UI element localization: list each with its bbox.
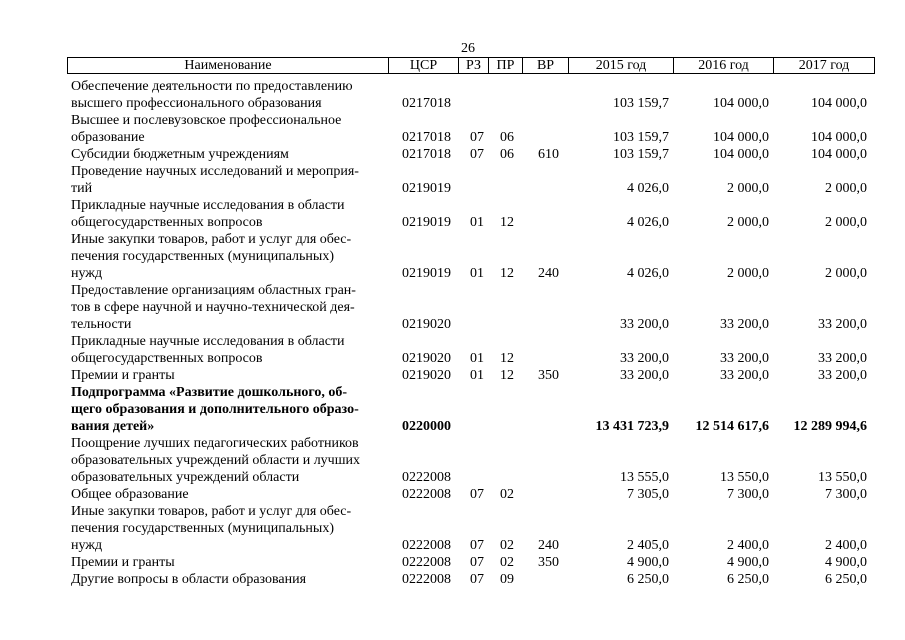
cell-csr: 0217018 <box>402 147 451 162</box>
cell-csr: 0219020 <box>402 368 451 383</box>
cell-y2017: 104 000,0 <box>811 130 867 145</box>
table-row <box>0 333 905 367</box>
table-row <box>0 384 905 435</box>
cell-csr: 0219019 <box>402 181 451 196</box>
cell-rz: 01 <box>470 215 484 230</box>
cell-name: Поощрение лучших педагогических работников образовательных учреждений области и лучших образовательных учреждений области <box>71 436 360 485</box>
cell-csr: 0217018 <box>402 130 451 145</box>
cell-rz: 07 <box>470 572 484 587</box>
cell-y2015: 33 200,0 <box>620 317 669 332</box>
cell-vr: 240 <box>538 266 559 281</box>
cell-y2017: 6 250,0 <box>825 572 867 587</box>
table-row <box>0 112 905 146</box>
cell-y2016: 2 000,0 <box>727 266 769 281</box>
cell-name: Предоставление организациям областных гран- тов в сфере научной и научно-технической дея- тельности <box>71 283 356 332</box>
cell-pr: 12 <box>500 266 514 281</box>
table-row <box>0 554 905 571</box>
cell-pr: 06 <box>500 147 514 162</box>
cell-pr: 02 <box>500 538 514 553</box>
cell-y2017: 4 900,0 <box>825 555 867 570</box>
cell-y2016: 7 300,0 <box>727 487 769 502</box>
cell-csr: 0222008 <box>402 470 451 485</box>
cell-y2016: 33 200,0 <box>720 317 769 332</box>
cell-csr: 0222008 <box>402 572 451 587</box>
cell-y2017: 104 000,0 <box>811 147 867 162</box>
cell-y2017: 104 000,0 <box>811 96 867 111</box>
cell-rz: 07 <box>470 130 484 145</box>
table-row <box>0 503 905 554</box>
cell-rz: 01 <box>470 266 484 281</box>
cell-y2015: 7 305,0 <box>627 487 669 502</box>
header-pr: ПР <box>488 57 523 74</box>
cell-rz: 07 <box>470 538 484 553</box>
cell-pr: 12 <box>500 215 514 230</box>
cell-csr: 0219019 <box>402 215 451 230</box>
cell-y2016: 2 000,0 <box>727 181 769 196</box>
cell-y2015: 103 159,7 <box>613 147 669 162</box>
table-row <box>0 282 905 333</box>
cell-y2016: 2 400,0 <box>727 538 769 553</box>
table-row <box>0 367 905 384</box>
cell-y2017: 13 550,0 <box>818 470 867 485</box>
table-row <box>0 163 905 197</box>
cell-pr: 02 <box>500 555 514 570</box>
header-vr: ВР <box>522 57 569 74</box>
cell-csr: 0222008 <box>402 538 451 553</box>
cell-y2016: 12 514 617,6 <box>695 419 769 434</box>
cell-rz: 07 <box>470 487 484 502</box>
cell-y2016: 104 000,0 <box>713 130 769 145</box>
cell-y2015: 4 026,0 <box>627 181 669 196</box>
cell-y2015: 4 900,0 <box>627 555 669 570</box>
table-row <box>0 78 905 112</box>
cell-y2015: 2 405,0 <box>627 538 669 553</box>
cell-y2016: 33 200,0 <box>720 351 769 366</box>
cell-y2017: 2 000,0 <box>825 181 867 196</box>
cell-rz: 07 <box>470 147 484 162</box>
cell-pr: 09 <box>500 572 514 587</box>
cell-name: Общее образование <box>71 487 189 502</box>
cell-csr: 0222008 <box>402 555 451 570</box>
cell-pr: 12 <box>500 368 514 383</box>
cell-y2016: 2 000,0 <box>727 215 769 230</box>
cell-name: Обеспечение деятельности по предоставлению высшего профессионального образования <box>71 79 353 111</box>
cell-y2017: 2 000,0 <box>825 215 867 230</box>
cell-vr: 610 <box>538 147 559 162</box>
cell-y2017: 2 400,0 <box>825 538 867 553</box>
cell-y2017: 7 300,0 <box>825 487 867 502</box>
cell-name: Иные закупки товаров, работ и услуг для обес- печения государственных (муниципальных) нужд <box>71 504 352 553</box>
cell-y2016: 13 550,0 <box>720 470 769 485</box>
cell-name: Прикладные научные исследования в области общегосударственных вопросов <box>71 334 345 366</box>
header-2016: 2016 год <box>673 57 774 74</box>
table-row <box>0 231 905 282</box>
table-row <box>0 571 905 588</box>
cell-pr: 02 <box>500 487 514 502</box>
cell-y2015: 4 026,0 <box>627 266 669 281</box>
header-2017: 2017 год <box>773 57 875 74</box>
header-rz: РЗ <box>458 57 489 74</box>
cell-y2017: 33 200,0 <box>818 351 867 366</box>
cell-name: Подпрограмма «Развитие дошкольного, об- щего образования и дополнительного образо- вания детей» <box>71 385 359 434</box>
cell-y2015: 6 250,0 <box>627 572 669 587</box>
header-2015: 2015 год <box>568 57 674 74</box>
cell-csr: 0222008 <box>402 487 451 502</box>
cell-y2015: 13 555,0 <box>620 470 669 485</box>
cell-y2015: 4 026,0 <box>627 215 669 230</box>
cell-y2015: 13 431 723,9 <box>595 419 669 434</box>
cell-name: Высшее и послевузовское профессиональное образование <box>71 113 342 145</box>
table-row <box>0 435 905 486</box>
cell-y2016: 104 000,0 <box>713 96 769 111</box>
cell-csr: 0219020 <box>402 351 451 366</box>
cell-y2017: 33 200,0 <box>818 317 867 332</box>
header-name: Наименование <box>67 57 389 74</box>
cell-y2017: 12 289 994,6 <box>793 419 867 434</box>
cell-csr: 0219019 <box>402 266 451 281</box>
cell-y2016: 104 000,0 <box>713 147 769 162</box>
cell-name: Проведение научных исследований и мероприя- тий <box>71 164 359 196</box>
cell-name: Субсидии бюджетным учреждениям <box>71 147 289 162</box>
cell-csr: 0219020 <box>402 317 451 332</box>
cell-vr: 240 <box>538 538 559 553</box>
cell-pr: 06 <box>500 130 514 145</box>
cell-name: Премии и гранты <box>71 368 175 383</box>
cell-y2015: 33 200,0 <box>620 368 669 383</box>
page-number: 26 <box>461 41 475 56</box>
cell-y2017: 2 000,0 <box>825 266 867 281</box>
cell-y2016: 4 900,0 <box>727 555 769 570</box>
cell-y2016: 33 200,0 <box>720 368 769 383</box>
cell-name: Иные закупки товаров, работ и услуг для обес- печения государственных (муниципальных) нужд <box>71 232 352 281</box>
header-csr: ЦСР <box>388 57 459 74</box>
table-row <box>0 146 905 163</box>
table-header <box>67 57 875 75</box>
cell-pr: 12 <box>500 351 514 366</box>
cell-vr: 350 <box>538 555 559 570</box>
cell-y2015: 103 159,7 <box>613 130 669 145</box>
cell-rz: 01 <box>470 368 484 383</box>
cell-csr: 0217018 <box>402 96 451 111</box>
cell-y2015: 103 159,7 <box>613 96 669 111</box>
table-row <box>0 197 905 231</box>
cell-name: Другие вопросы в области образования <box>71 572 307 587</box>
table-row <box>0 486 905 503</box>
cell-rz: 01 <box>470 351 484 366</box>
cell-y2016: 6 250,0 <box>727 572 769 587</box>
cell-rz: 07 <box>470 555 484 570</box>
cell-name: Прикладные научные исследования в области общегосударственных вопросов <box>71 198 345 230</box>
cell-name: Премии и гранты <box>71 555 175 570</box>
cell-csr: 0220000 <box>402 419 451 434</box>
cell-y2015: 33 200,0 <box>620 351 669 366</box>
cell-y2017: 33 200,0 <box>818 368 867 383</box>
cell-vr: 350 <box>538 368 559 383</box>
